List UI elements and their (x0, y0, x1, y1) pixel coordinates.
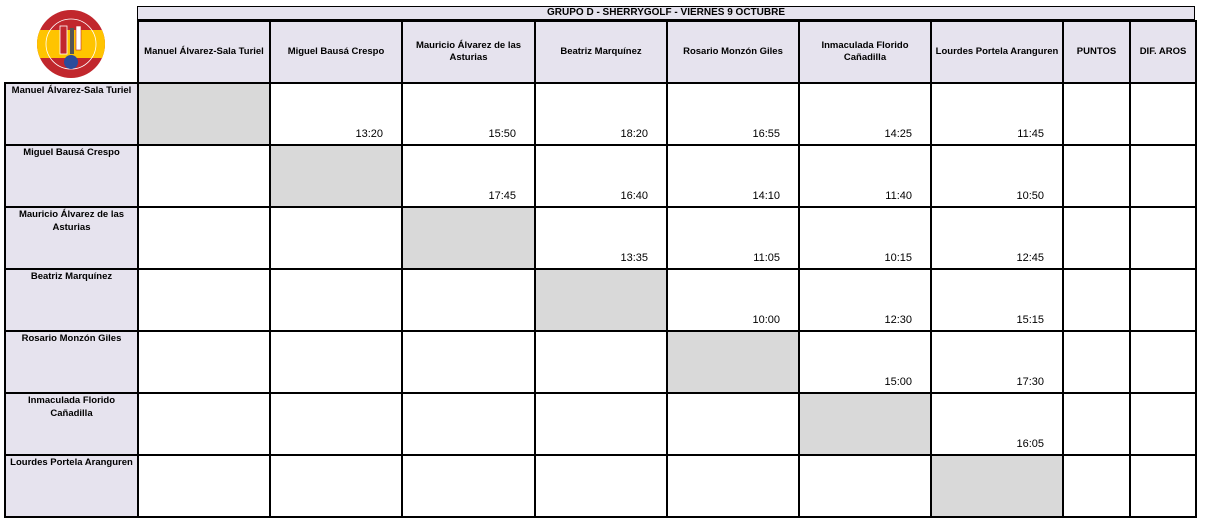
match-cell (667, 393, 799, 455)
match-time: 10:00 (752, 314, 780, 326)
match-cell (799, 83, 931, 145)
match-time: 11:40 (885, 190, 912, 202)
match-time: 13:20 (355, 128, 383, 140)
diagonal-cell (667, 331, 799, 393)
puntos-cell (1063, 455, 1130, 517)
puntos-cell (1063, 393, 1130, 455)
match-cell (138, 145, 270, 207)
match-cell (799, 455, 931, 517)
row-header-player: Lourdes Portela Aranguren (5, 455, 138, 517)
schedule-table (4, 20, 1197, 518)
match-cell (402, 455, 535, 517)
match-cell (138, 269, 270, 331)
match-time: 12:45 (1016, 252, 1044, 264)
table-row (5, 269, 1196, 331)
match-cell (931, 393, 1063, 455)
column-header-player: Lourdes Portela Aranguren (931, 21, 1063, 83)
diagonal-cell (799, 393, 931, 455)
match-cell (270, 269, 402, 331)
match-time: 18:20 (620, 128, 648, 140)
match-cell (931, 145, 1063, 207)
match-cell (931, 207, 1063, 269)
dif-aros-cell (1130, 83, 1196, 145)
table-row (5, 393, 1196, 455)
column-header-player: Mauricio Álvarez de las Asturias (402, 21, 535, 83)
header-row (5, 21, 1196, 83)
match-time: 14:25 (884, 128, 912, 140)
match-time: 14:10 (752, 190, 780, 202)
match-cell (799, 331, 931, 393)
diagonal-cell (931, 455, 1063, 517)
diagonal-cell (402, 207, 535, 269)
dif-aros-cell (1130, 331, 1196, 393)
table-row (5, 207, 1196, 269)
table-row (5, 145, 1196, 207)
match-cell (402, 331, 535, 393)
puntos-cell (1063, 269, 1130, 331)
match-cell (138, 393, 270, 455)
dif-aros-cell (1130, 145, 1196, 207)
match-cell (402, 393, 535, 455)
match-cell (402, 269, 535, 331)
row-header-player: Rosario Monzón Giles (5, 331, 138, 393)
match-time: 12:30 (884, 314, 912, 326)
match-cell (270, 331, 402, 393)
match-cell (799, 269, 931, 331)
match-cell (402, 145, 535, 207)
match-cell (270, 393, 402, 455)
match-cell (138, 331, 270, 393)
puntos-cell (1063, 331, 1130, 393)
group-title: GRUPO D - SHERRYGOLF - VIERNES 9 OCTUBRE (137, 6, 1195, 20)
match-cell (667, 455, 799, 517)
corner-cell (5, 21, 138, 83)
column-header-player: Rosario Monzón Giles (667, 21, 799, 83)
match-time: 10:15 (884, 252, 912, 264)
table-row (5, 83, 1196, 145)
diagonal-cell (535, 269, 667, 331)
dif-aros-cell (1130, 455, 1196, 517)
dif-aros-cell (1130, 393, 1196, 455)
match-cell (535, 145, 667, 207)
match-cell (799, 145, 931, 207)
match-cell (535, 331, 667, 393)
match-cell (667, 83, 799, 145)
puntos-cell (1063, 207, 1130, 269)
match-time: 13:35 (620, 252, 648, 264)
match-cell (931, 83, 1063, 145)
table-row (5, 455, 1196, 517)
match-cell (667, 207, 799, 269)
column-header-puntos: PUNTOS (1063, 21, 1130, 83)
table-row (5, 331, 1196, 393)
puntos-cell (1063, 83, 1130, 145)
match-time: 15:50 (488, 128, 516, 140)
puntos-cell (1063, 145, 1130, 207)
match-cell (799, 207, 931, 269)
match-time: 15:00 (884, 376, 912, 388)
match-cell (138, 207, 270, 269)
match-time: 16:05 (1016, 438, 1044, 450)
row-header-player: Mauricio Álvarez de las Asturias (5, 207, 138, 269)
row-header-player: Inmaculada Florido Cañadilla (5, 393, 138, 455)
row-header-player: Beatriz Marquínez (5, 269, 138, 331)
match-time: 11:05 (753, 252, 780, 264)
match-time: 17:45 (488, 190, 516, 202)
match-cell (535, 455, 667, 517)
match-time: 16:40 (620, 190, 648, 202)
match-cell (138, 455, 270, 517)
match-cell (667, 269, 799, 331)
match-cell (535, 83, 667, 145)
match-cell (402, 83, 535, 145)
column-header-dif-aros: DIF. AROS (1130, 21, 1196, 83)
match-cell (270, 83, 402, 145)
match-cell (931, 269, 1063, 331)
match-time: 10:50 (1016, 190, 1044, 202)
dif-aros-cell (1130, 207, 1196, 269)
column-header-player: Manuel Álvarez-Sala Turiel (138, 21, 270, 83)
match-cell (931, 331, 1063, 393)
column-header-player: Beatriz Marquínez (535, 21, 667, 83)
match-cell (270, 207, 402, 269)
column-header-player: Miguel Bausá Crespo (270, 21, 402, 83)
row-header-player: Miguel Bausá Crespo (5, 145, 138, 207)
match-time: 16:55 (752, 128, 780, 140)
column-header-player: Inmaculada Florido Cañadilla (799, 21, 931, 83)
row-header-player: Manuel Álvarez-Sala Turiel (5, 83, 138, 145)
match-cell (535, 393, 667, 455)
match-time: 11:45 (1017, 128, 1044, 140)
match-cell (667, 145, 799, 207)
dif-aros-cell (1130, 269, 1196, 331)
diagonal-cell (138, 83, 270, 145)
match-time: 15:15 (1016, 314, 1044, 326)
diagonal-cell (270, 145, 402, 207)
match-cell (270, 455, 402, 517)
match-cell (535, 207, 667, 269)
match-time: 17:30 (1016, 376, 1044, 388)
